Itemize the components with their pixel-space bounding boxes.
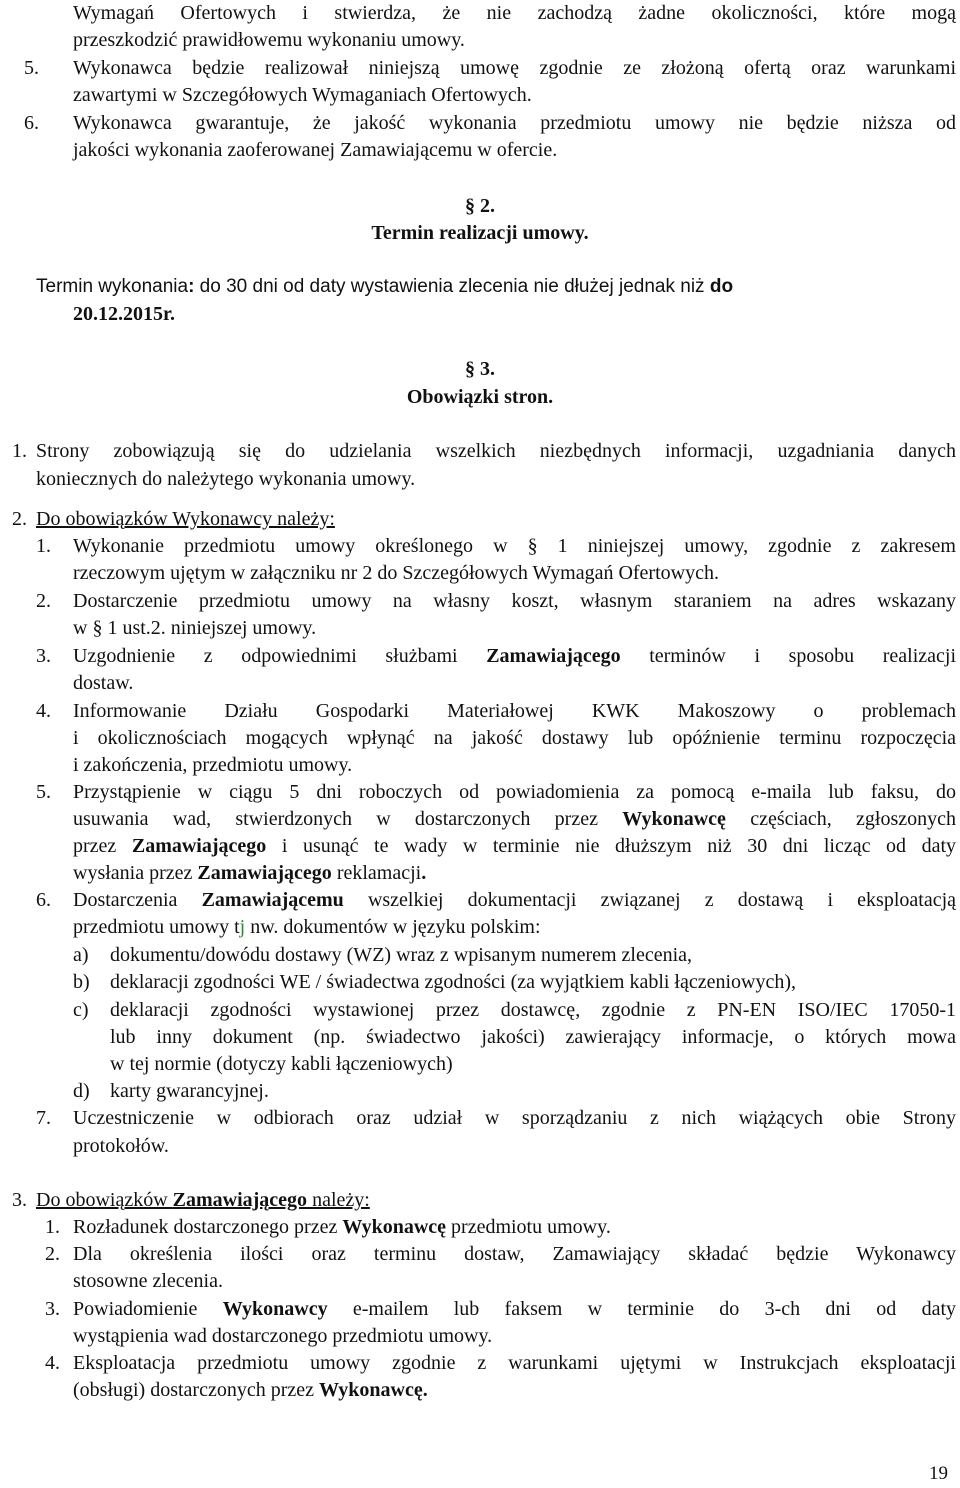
p2-i4-line-2: i okolicznościach mogących wpłynąć na jakość dostawy lub opóźnienie terminu rozpoczęcia [73, 727, 956, 749]
p2-i3-line-2: dostaw. [73, 672, 134, 694]
section-3-sign: § 3. [465, 358, 495, 380]
p2-i6-sub-d-text: karty gwarancyjnej. [110, 1080, 269, 1102]
p2-i2-number: 2. [36, 590, 51, 612]
p2-i7-line-2: protokołów. [73, 1135, 169, 1157]
p3-i4-line-2: (obsługi) dostarczonych przez Wykonawcę. [73, 1379, 428, 1401]
intro-line-1: Wymagań Ofertowych i stwierdza, że nie zachodzą żadne okoliczności, które mogą [73, 2, 956, 24]
p1-number: 1. [12, 440, 27, 462]
item-5-line-1: Wykonawca będzie realizował niniejszą umowę zgodnie ze złożoną ofertą oraz warunkami [73, 57, 956, 79]
p3-i2-line-2: stosowne zlecenia. [73, 1270, 223, 1292]
p3-heading: Do obowiązków Zamawiającego należy: [36, 1189, 370, 1211]
p3-i2-number: 2. [45, 1243, 60, 1265]
p2-i6-sub-b-letter: b) [73, 971, 90, 993]
term-text: Termin wykonania: do 30 dni od daty wystawienia zlecenia nie dłużej jednak niż do [36, 276, 734, 297]
term-date: 20.12.2015r. [73, 303, 176, 325]
p2-i6-sub-d-letter: d) [73, 1080, 90, 1102]
item-5-number: 5. [24, 57, 39, 79]
p2-i4-line-3: i zakończenia, przedmiotu umowy. [73, 754, 353, 776]
item-5-line-2: zawartymi w Szczegółowych Wymaganiach Ofertowych. [73, 84, 532, 106]
p2-i6-line-1: Dostarczenia Zamawiającemu wszelkiej dokumentacji związanej z dostawą i eksploatacją [73, 889, 957, 911]
p2-i1-line-1: Wykonanie przedmiotu umowy określonego w § 1 niniejszej umowy, zgodnie z zakresem [73, 535, 956, 557]
p3-i1-number: 1. [45, 1216, 60, 1238]
p2-i6-sub-a-letter: a) [73, 944, 89, 966]
page-number: 19 [929, 1463, 948, 1484]
p2-i7-line-1: Uczestniczenie w odbiorach oraz udział w sporządzaniu z nich wiążących obie Strony [73, 1107, 956, 1129]
p2-i6-sub-c-letter: c) [73, 999, 89, 1021]
p3-i3-line-2: wystąpienia wad dostarczonego przedmiotu umowy. [73, 1325, 493, 1347]
p2-i5-line-1: Przystąpienie w ciągu 5 dni roboczych od powiadomienia za pomocą e-maila lub faksu, do [73, 781, 956, 803]
p3-i2-line-1: Dla określenia ilości oraz terminu dostaw, Zamawiający składać będzie Wykonawcy [73, 1243, 956, 1265]
p2-i5-line-2: usuwania wad, stwierdzonych w dostarczonych przez Wykonawcę częściach, zgłoszonych [73, 808, 957, 830]
p3-i4-number: 4. [45, 1352, 60, 1374]
p2-i6-sub-c-line-3: w tej normie (dotyczy kabli łączeniowych) [110, 1053, 453, 1075]
p2-i7-number: 7. [36, 1107, 51, 1129]
p3-i1-line-1: Rozładunek dostarczonego przez Wykonawcę przedmiotu umowy. [73, 1216, 611, 1238]
p2-i6-sub-a-text: dokumentu/dowódu dostawy (WZ) wraz z wpisanym numerem zlecenia, [110, 944, 693, 966]
item-6-number: 6. [24, 112, 39, 134]
p3-i4-line-1: Eksploatacja przedmiotu umowy zgodnie z warunkami ujętymi w Instrukcjach eksploatacji [73, 1352, 956, 1374]
p2-i3-line-1: Uzgodnienie z odpowiednimi służbami Zamawiającego terminów i sposobu realizacji [73, 645, 957, 667]
p2-i3-number: 3. [36, 645, 51, 667]
p1-line-2: koniecznych do należytego wykonania umowy. [36, 468, 416, 490]
item-6-line-1: Wykonawca gwarantuje, że jakość wykonania przedmiotu umowy nie będzie niższa od [73, 112, 956, 134]
p2-heading: Do obowiązków Wykonawcy należy: [36, 508, 335, 530]
p2-i6-sub-b-text: deklaracji zgodności WE / świadectwa zgodności (za wyjątkiem kabli łączeniowych), [110, 971, 797, 993]
p3-number: 3. [12, 1189, 27, 1211]
p2-i2-line-1: Dostarczenie przedmiotu umowy na własny koszt, własnym staraniem na adres wskazany [73, 590, 956, 612]
item-6-line-2: jakości wykonania zaoferowanej Zamawiającemu w ofercie. [73, 139, 558, 161]
p2-i5-number: 5. [36, 781, 51, 803]
p2-i6-sub-c-line-2: lub inny dokument (np. świadectwo jakości) zawierający informacje, o których mowa [110, 1026, 956, 1048]
section-2-sign: § 2. [465, 195, 495, 217]
p2-i2-line-2: w § 1 ust.2. niniejszej umowy. [73, 617, 317, 639]
p2-i6-sub-c-line-1: deklaracji zgodności wystawionej przez dostawcę, zgodnie z PN-EN ISO/IEC 17050-1 [110, 999, 956, 1021]
p2-i1-line-2: rzeczowym ujętym w załączniku nr 2 do Szczegółowych Wymagań Ofertowych. [73, 562, 719, 584]
section-2-title: Termin realizacji umowy. [371, 222, 589, 244]
p2-i6-number: 6. [36, 889, 51, 911]
p2-i4-number: 4. [36, 700, 51, 722]
intro-line-2: przeszkodzić prawidłowemu wykonaniu umowy. [73, 29, 465, 51]
p2-i5-line-3: przez Zamawiającego i usunąć te wady w terminie nie dłuższym niż 30 dni licząc od daty [73, 835, 957, 857]
p3-i3-number: 3. [45, 1298, 60, 1320]
section-3-title: Obowiązki stron. [406, 386, 554, 408]
p1-line-1: Strony zobowiązują się do udzielania wszelkich niezbędnych informacji, uzgadniania danych [36, 440, 956, 462]
p2-i5-line-4: wysłania przez Zamawiającego reklamacji. [73, 862, 427, 884]
p2-i4-line-1: Informowanie Działu Gospodarki Materiałowej KWK Makoszowy o problemach [73, 700, 956, 722]
p2-i6-line-2: przedmiotu umowy tj nw. dokumentów w języku polskim: [73, 916, 541, 938]
p2-number: 2. [12, 508, 27, 530]
p3-i3-line-1: Powiadomienie Wykonawcy e-mailem lub faksem w terminie do 3-ch dni od daty [73, 1298, 957, 1320]
p2-i1-number: 1. [36, 535, 51, 557]
